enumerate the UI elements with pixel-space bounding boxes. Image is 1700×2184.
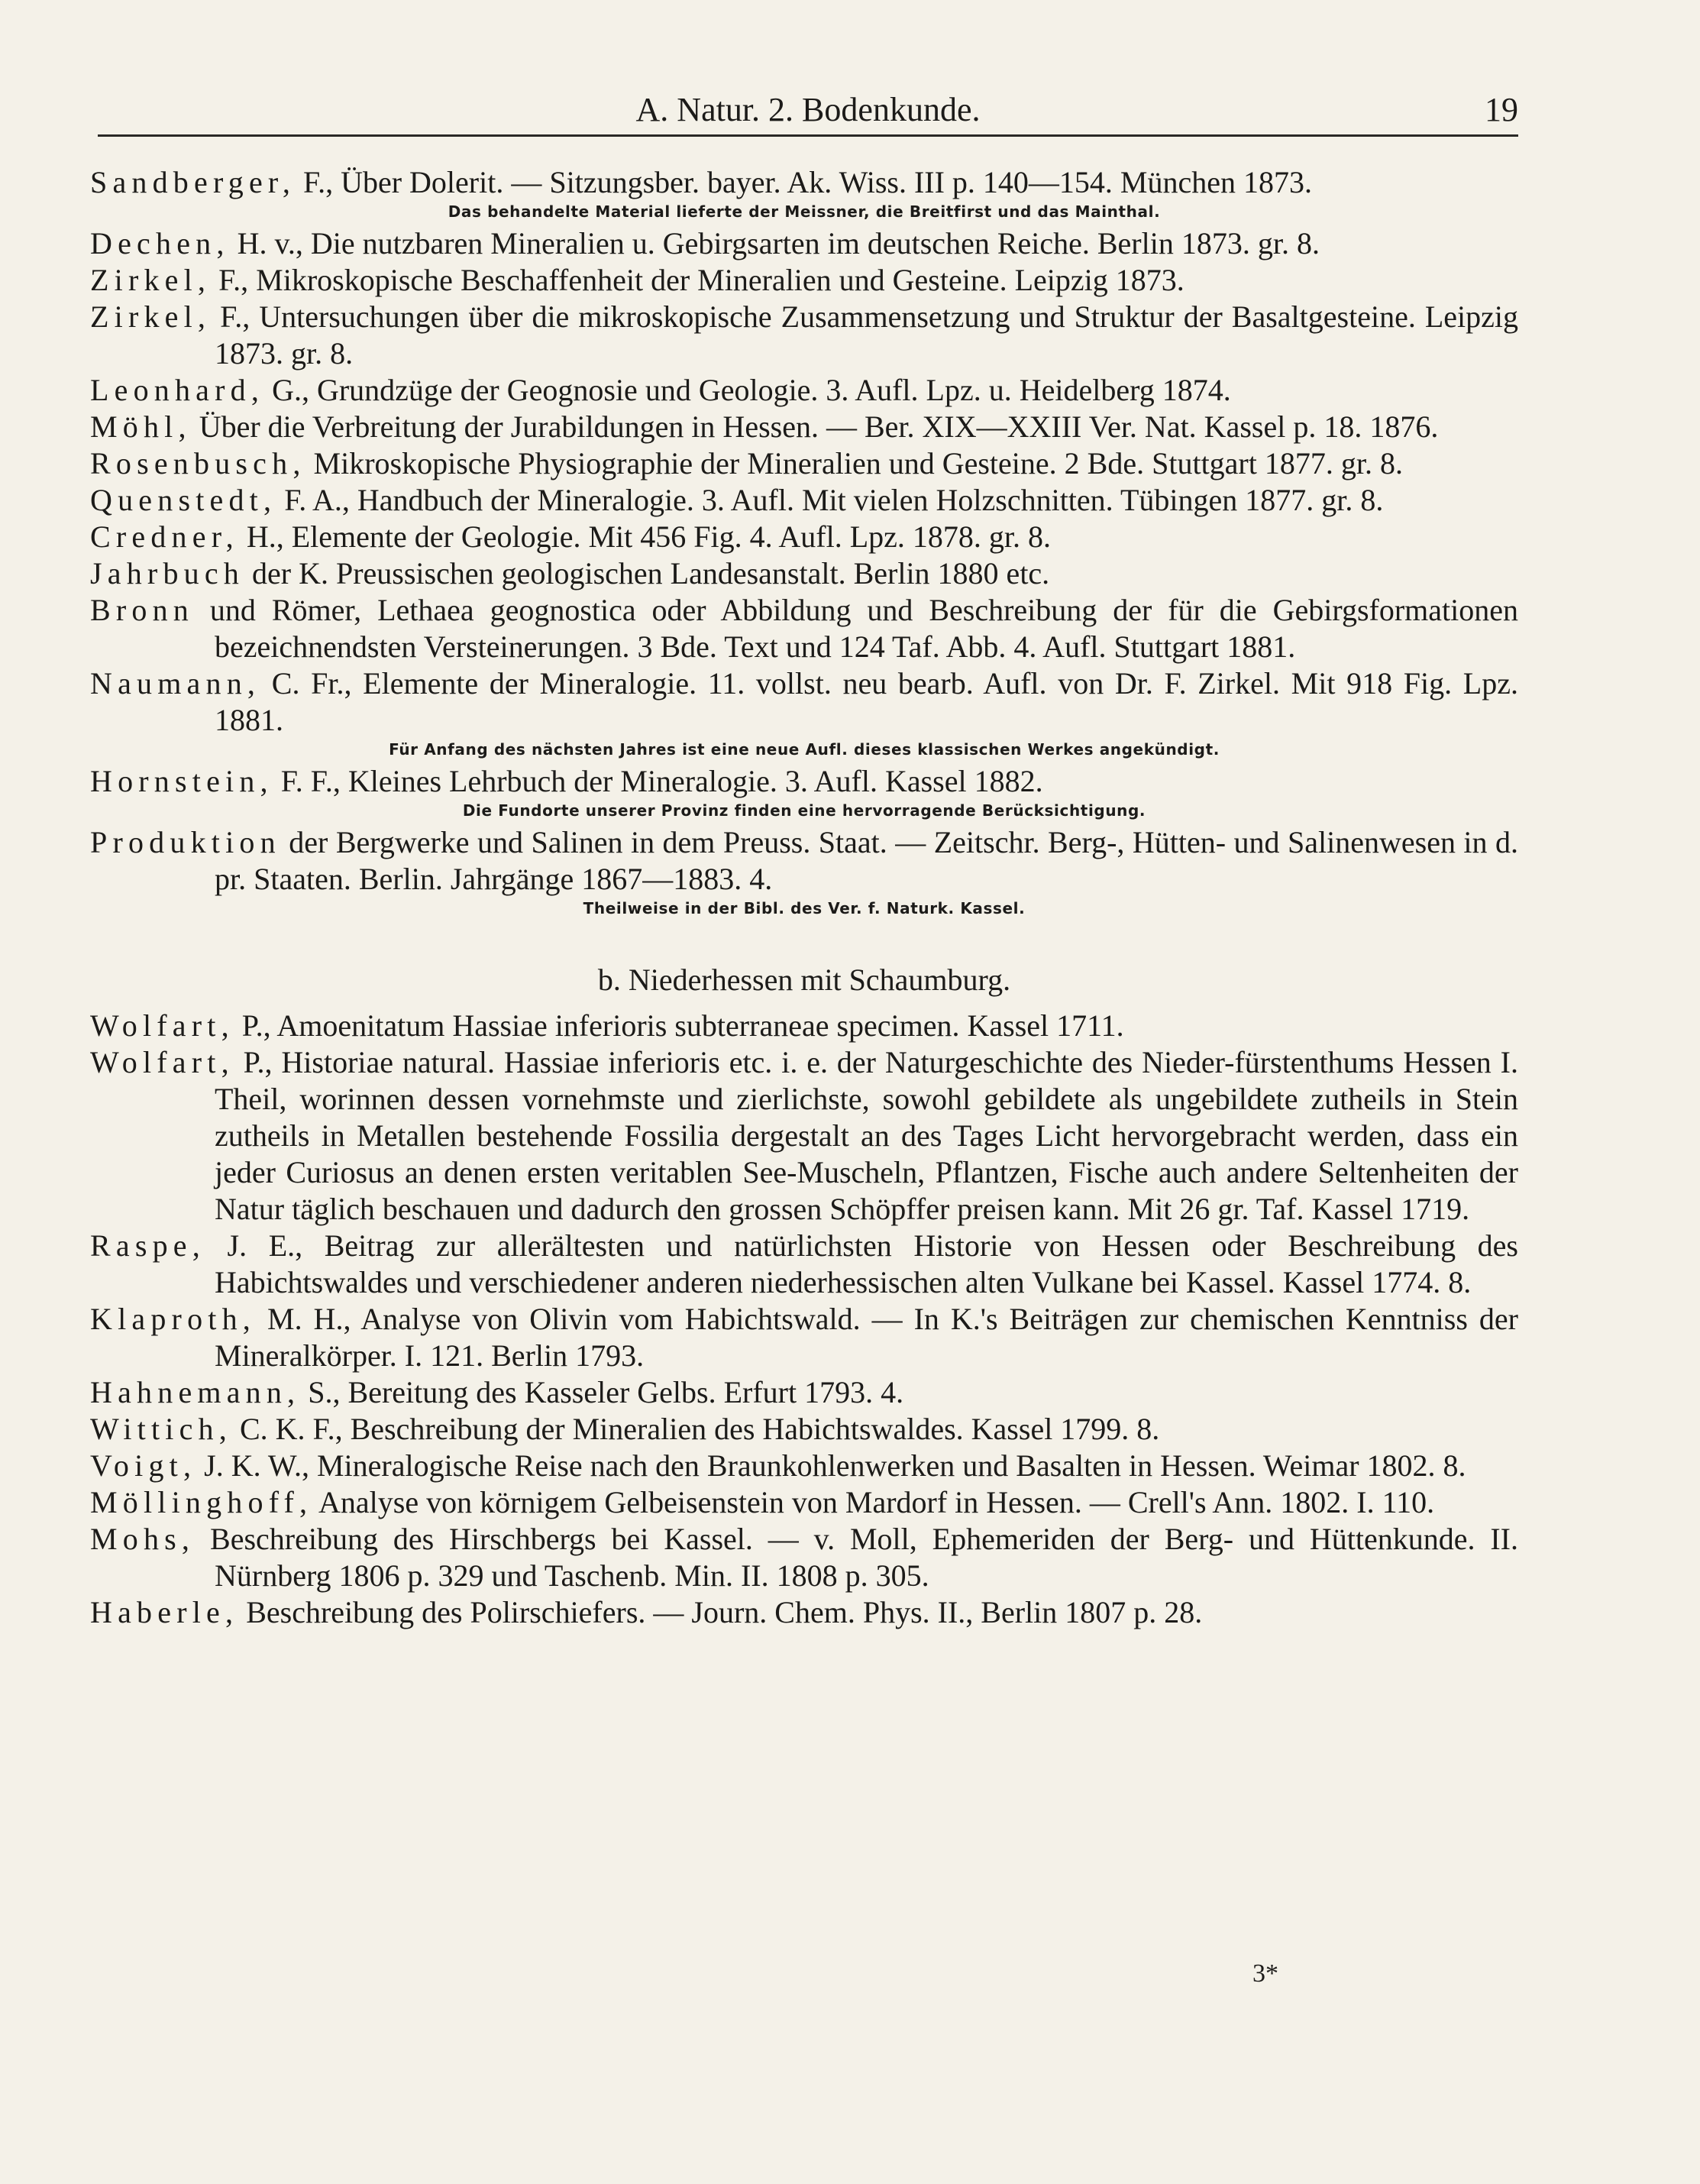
entry-text: H. v., Die nutzbaren Mineralien u. Gebirgsarten im deutschen Reiche. Berlin 1873. gr. 8. [229, 226, 1320, 260]
entry-author: Leonhard, [90, 373, 265, 407]
bibliography-entry [90, 1301, 1518, 1374]
entry-text: Beschreibung des Polirschiefers. — Journ. Chem. Phys. II., Berlin 1807 p. 28. [238, 1595, 1203, 1629]
bibliography-entry [90, 262, 1518, 299]
entry-author: Klaproth, [90, 1302, 256, 1336]
entry-text: H., Elemente der Geologie. Mit 456 Fig. 4. Aufl. Lpz. 1878. gr. 8. [238, 519, 1052, 554]
entry-text: und Römer, Lethaea geognostica oder Abbildung und Beschreibung der für die Gebirgsformationen bezeichnendsten Versteinerungen. 3 Bde. Text und 124 Taf. Abb. 4. Aufl. Stuttgart 1881. [194, 593, 1518, 664]
bibliography-section-a [90, 164, 1518, 922]
bibliography-entry [90, 1044, 1518, 1228]
entry-author: Jahrbuch [90, 556, 244, 590]
section-heading: b. Niederhessen mit Schaumburg. [597, 963, 1011, 997]
entry-text: J. K. W., Mineralogische Reise nach den Braunkohlenwerken und Basalten in Hessen. Weimar 1802. 8. [196, 1448, 1466, 1483]
bibliography-entry [90, 1484, 1518, 1521]
bibliography-entry [90, 1228, 1518, 1301]
entry-author: Produktion [90, 825, 281, 859]
bibliography-entry [90, 225, 1518, 262]
bibliography-entry [90, 592, 1518, 665]
entry-author: Wolfart, [90, 1045, 234, 1079]
entry-text: der Bergwerke und Salinen in dem Preuss. Staat. — Zeitschr. Berg-, Hütten- und Salinenwesen in d. pr. Staaten. Berlin. Jahrgänge 1867—1883. 4. [215, 825, 1518, 896]
bibliography-entry [90, 1521, 1518, 1594]
entry-author: Sandberger, [90, 165, 296, 199]
entry-text: F., Über Dolerit. — Sitzungsber. bayer. Ak. Wiss. III p. 140—154. München 1873. [296, 165, 1313, 199]
entry-author: Wolfart, [90, 1008, 234, 1043]
bibliography-entry [90, 555, 1518, 592]
entry-text: C. K. F., Beschreibung der Mineralien des Habichtswaldes. Kassel 1799. 8. [231, 1412, 1160, 1446]
entry-author: Haberle, [90, 1595, 239, 1629]
bibliography-entry [90, 409, 1518, 445]
entry-note: Für Anfang des nächsten Jahres ist eine neue Aufl. dieses klassischen Werkes angekündigt. [389, 740, 1220, 759]
entry-author: Mohs, [90, 1522, 196, 1556]
entry-author: Zirkel, [90, 299, 212, 334]
entry-note: Theilweise in der Bibl. des Ver. f. Naturk. Kassel. [583, 899, 1026, 917]
entry-text: S., Bereitung des Kasseler Gelbs. Erfurt 1793. 4. [300, 1375, 904, 1409]
running-head [98, 90, 1518, 136]
bibliography-entry [90, 299, 1518, 372]
entry-text: F., Mikroskopische Beschaffenheit der Mineralien und Gesteine. Leipzig 1873. [211, 263, 1185, 297]
header-rule [98, 134, 1518, 137]
bibliography-entry [90, 1008, 1518, 1044]
bibliography-entry [90, 372, 1518, 409]
bibliography-entry [90, 1411, 1518, 1448]
entry-text: Beschreibung des Hirschbergs bei Kassel. — v. Moll, Ephemeriden der Berg- und Hüttenkunde. II. Nürnberg 1806 p. 329 und Taschenb. Min. II. 1808 p. 305. [195, 1522, 1518, 1593]
bibliography-body [90, 164, 1518, 1631]
entry-text: P., Historiae natural. Hassiae inferioris etc. i. e. der Naturgeschichte des Nieder-fürstenthums Hessen I. Theil, worinnen dessen vornehmste und zierlichste, sowohl gebildete als ungebildete zutheils in Stein zutheils in Metallen bestehende Fossilia dergestalt an des Tages Licht hervorgebracht werden, dass ein jeder Curiosus an denen ersten veritablen See-Muscheln, Pflantzen, Fische auch andere Seltenheiten der Natur täglich beschauen und dadurch den grossen Schöpffer preisen kann. Mit 26 gr. Taf. Kassel 1719. [215, 1045, 1518, 1226]
bibliography-entry [90, 519, 1518, 555]
page-number: 19 [1485, 91, 1518, 128]
entry-author: Möhl, [90, 409, 192, 444]
entry-text: F. A., Handbuch der Mineralogie. 3. Aufl. Mit vielen Holzschnitten. Tübingen 1877. gr. 8. [276, 483, 1384, 517]
signature-mark: 3* [1252, 1959, 1278, 1988]
entry-text: Analyse von körnigem Gelbeisenstein von Mardorf in Hessen. — Crell's Ann. 1802. I. 110. [312, 1485, 1435, 1519]
entry-text: F., Untersuchungen über die mikroskopische Zusammensetzung und Struktur der Basaltgesteine. Leipzig 1873. gr. 8. [211, 299, 1518, 370]
bibliography-entry [90, 824, 1518, 898]
entry-author: Credner, [90, 519, 239, 554]
bibliography-entry [90, 482, 1518, 519]
entry-author: Hornstein, [90, 764, 273, 798]
entry-author: Wittich, [90, 1412, 232, 1446]
bibliography-entry [90, 1594, 1518, 1631]
entry-text: G., Grundzüge der Geognosie und Geologie. 3. Aufl. Lpz. u. Heidelberg 1874. [264, 373, 1231, 407]
entry-author: Möllinghoff, [90, 1485, 313, 1519]
entry-author: Naumann, [90, 666, 261, 700]
bibliography-section-b [90, 1008, 1518, 1631]
entry-author: Dechen, [90, 226, 230, 260]
entry-note: Die Fundorte unserer Provinz finden eine hervorragende Berücksichtigung. [462, 801, 1146, 820]
entry-author: Raspe, [90, 1228, 205, 1263]
bibliography-entry [90, 665, 1518, 739]
entry-note: Das behandelte Material lieferte der Meissner, die Breitfirst und das Mainthal. [448, 202, 1161, 221]
entry-author: Voigt, [90, 1448, 197, 1483]
entry-author: Bronn [90, 593, 194, 627]
bibliography-entry [90, 763, 1518, 800]
bibliography-entry [90, 445, 1518, 482]
bibliography-entry [90, 1374, 1518, 1411]
entry-text: J. E., Beitrag zur allerältesten und natürlichsten Historie von Hessen oder Beschreibung des Habichtswaldes und verschiedener anderen niederhessischen alten Vulkane bei Kassel. Kassel 1774. 8. [205, 1228, 1518, 1299]
entry-text: P., Amoenitatum Hassiae inferioris subterraneae specimen. Kassel 1711. [234, 1008, 1124, 1043]
entry-text: F. F., Kleines Lehrbuch der Mineralogie. 3. Aufl. Kassel 1882. [273, 764, 1043, 798]
bibliography-entry [90, 1448, 1518, 1484]
entry-author: Hahnemann, [90, 1375, 301, 1409]
entry-text: Mikroskopische Physiographie der Mineralien und Gesteine. 2 Bde. Stuttgart 1877. gr. 8. [305, 446, 1403, 480]
entry-text: C. Fr., Elemente der Mineralogie. 11. vollst. neu bearb. Aufl. von Dr. F. Zirkel. Mit 918 Fig. Lpz. 1881. [215, 666, 1518, 737]
bibliography-entry [90, 164, 1518, 201]
entry-text: M. H., Analyse von Olivin vom Habichtswald. — In K.'s Beiträgen zur chemischen Kenntniss der Mineralkörper. I. 121. Berlin 1793. [215, 1302, 1518, 1373]
entry-author: Zirkel, [90, 263, 212, 297]
running-head-title: A. Natur. 2. Bodenkunde. [635, 91, 981, 128]
entry-text: der K. Preussischen geologischen Landesanstalt. Berlin 1880 etc. [244, 556, 1050, 590]
entry-text: Über die Verbreitung der Jurabildungen in Hessen. — Ber. XIX—XXIII Ver. Nat. Kassel p. 18. 1876. [191, 409, 1439, 444]
entry-author: Rosenbusch, [90, 446, 306, 480]
entry-author: Quenstedt, [90, 483, 277, 517]
